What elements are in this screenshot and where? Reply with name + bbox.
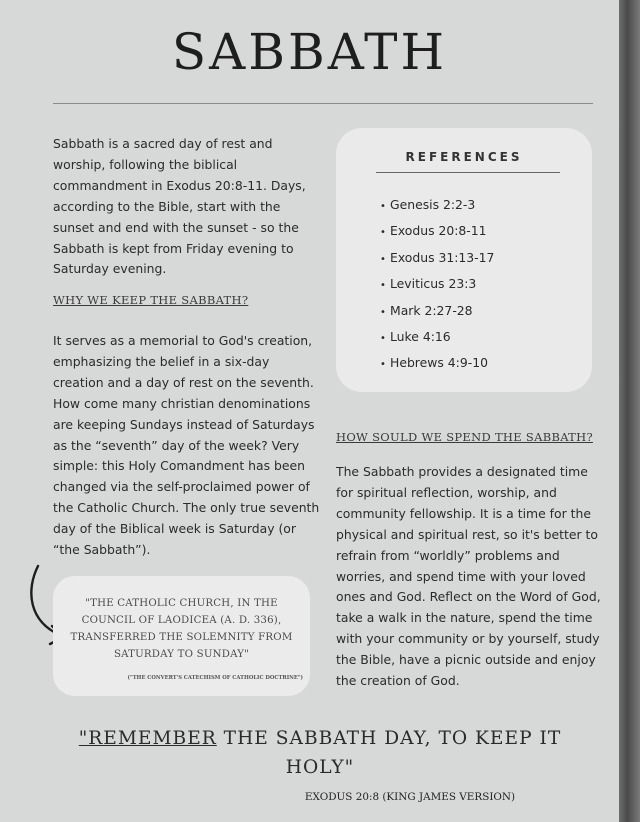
bullet-icon: • xyxy=(380,201,386,212)
reference-item: • Hebrews 4:9-10 xyxy=(380,351,494,377)
how-paragraph: The Sabbath provides a designated time for spiritual reflection, worship, and community fellowship. It is a time for the physical and spiritual rest, so it's better to refrain from “worldly” problems and worries, and spend time with your loved ones and God. Reflect on the Word of God, take a walk in the nature, spend the time with your community or by yourself, study the Bible, have a picnic outside and enjoy the creation of God. xyxy=(336,464,601,689)
quote-text: "THE CATHOLIC CHURCH, IN THE COUNCIL OF LAODICEA (A. D. 336), TRANSFERRED THE SOLEMNITY FROM SATURDAY TO SUNDAY" xyxy=(70,598,293,660)
reference-item: • Mark 2:27-28 xyxy=(380,299,494,325)
references-list xyxy=(380,193,494,378)
reference-item: • Luke 4:16 xyxy=(380,325,494,351)
verse-rest: THE SABBATH DAY, TO KEEP IT HOLY" xyxy=(216,728,562,778)
bullet-icon: • xyxy=(380,306,386,318)
quote-card xyxy=(53,576,310,696)
why-heading: WHY WE KEEP THE SABBATH? xyxy=(53,293,249,307)
title-divider xyxy=(53,103,593,104)
intro-paragraph: Sabbath is a sacred day of rest and worship, following the biblical commandment in Exodus 20:8-11. Days, according to the Bible, start with the sunset and end with the sunset - so the Sabbath is kept from Friday evening to Saturday evening. xyxy=(53,136,306,277)
verse-quote xyxy=(60,724,580,782)
page-edge xyxy=(619,0,640,822)
quote-source: ("THE CONVERT'S CATECHISM OF CATHOLIC DOCTRINE") xyxy=(127,675,303,681)
verse-underlined-word: "REMEMBER xyxy=(78,728,217,749)
page-title: SABBATH xyxy=(171,23,448,81)
how-heading: HOW SOULD WE SPEND THE SABBATH? xyxy=(336,430,593,444)
why-paragraph: It serves as a memorial to God's creation, emphasizing the belief in a six-day creation and a day of rest on the seventh. How come many christian denominations are keeping Sundays instead of Saturdays as the “seventh” day of the week? Very simple: this Holy Comandment has been changed via the self-proclaimed power of the Catholic Church. The only true seventh day of the Biblical week is Saturday (or “the Sabbath”). xyxy=(53,333,320,558)
references-card xyxy=(336,128,592,392)
reference-item: • Exodus 31:13-17 xyxy=(380,246,494,272)
bullet-icon: • xyxy=(380,253,386,265)
reference-item: • Genesis 2:2-3 xyxy=(380,193,494,219)
references-divider xyxy=(376,172,560,173)
references-title: REFERENCES xyxy=(405,150,523,164)
bullet-icon: • xyxy=(380,333,386,345)
reference-item: • Exodus 20:8-11 xyxy=(380,219,494,245)
bullet-icon: • xyxy=(380,280,386,292)
bullet-icon: • xyxy=(380,227,386,239)
verse-source: EXODUS 20:8 (KING JAMES VERSION) xyxy=(304,791,516,803)
bullet-icon: • xyxy=(380,359,386,371)
reference-item: • Leviticus 23:3 xyxy=(380,272,494,298)
